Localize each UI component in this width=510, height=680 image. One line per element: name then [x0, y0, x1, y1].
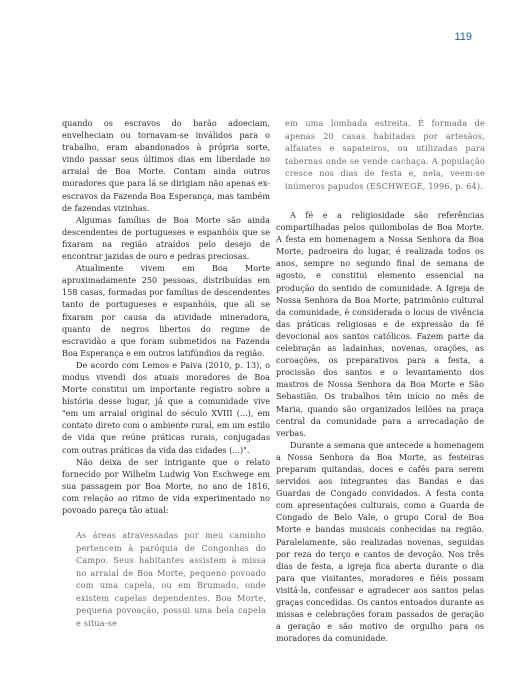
paragraph: quando os escravos do barão adoeciam, envelheciam ou tornavam-se inválidos para o trabalho, eram abandonados à própria sorte, vindo passar seus últimos dias em liberdade no arraial de Boa Morte. Contam ainda outros moradores que para lá se dirigiam não apenas ex-escravos da Fazenda Boa Esperança, mas também de fazendas vizinhas.: [62, 118, 270, 213]
paragraph: Durante a semana que antecede a homenagem a Nossa Senhora da Boa Morte, as festeiras preparam quitandas, doces e cafés para serem servidos aos integrantes das Bandas e das Guardas de Congado convidados. A festa conta com apresentações culturais, como a Guarda de Congado de Belo Vale, o grupo Coral de Boa Morte e bandas musicais conhecidas na região. Paralelamente, são realizadas novenas, seguidas por reza do terço e cantos de devoção. Nos três dias de festa, a igreja fica aberta durante o dia para que visitantes, moradores e fiéis possam visitá-la, confessar e agradecer aos santos pelas graças concedidas. Os cantos entoados durante as missas e celebrações foram passados de geração a geração e são motivo de orgulho para os moradores da comunidade.: [276, 439, 484, 644]
left-column: [62, 117, 270, 629]
block-quote-continued: em uma lombada estreita. É formada de apenas 20 casas habitadas por artesãos, alfaiates e sapateiros, ou utilizadas para tabernas onde se vende cachaça. A população cresce nos dias de festa e, nela, veem-se inúmeros papudos (ESCHWEGE, 1996, p. 64).: [285, 118, 485, 191]
right-column: [276, 117, 484, 644]
paragraph: A fé e a religiosidade são referências compartilhadas pelos quilombolas de Boa Morte. A festa em homenagem a Nossa Senhora da Boa Morte, padroeira do lugar, é realizada todos os anos, sempre no segundo final de semana de agosto, e constitui elemento essencial na produção do sentido de comunidade. A Igreja de Nossa Senhora da Boa Morte, patrimônio cultural da comunidade, é considerada o locus de vivência das práticas religiosas e de expressão da fé devocional aos santos católicos. Fazem parte da celebração as ladainhas, novenas, orações, as coroações, os preparativos para a festa, a procissão dos santos e o levantamento dos mastros de Nossa Senhora da Boa Morte e São Sebastião. Os trabalhos têm início no mês de Maria, quando são organizados leilões na praça central da comunidade para a arrecadação de verbas.: [276, 210, 484, 438]
paragraph: Não deixa de ser intrigante que o relato fornecido por Wilhelm Ludwig Von Eschwege em sua passagem por Boa Morte, no ano de 1816, com relação ao ritmo de vida experimentado no povoado pareça tão atual:: [62, 456, 270, 515]
paragraph: Algumas famílias de Boa Morte são ainda descendentes de portugueses e espanhóis que se fixaram na região atraídos pelo desejo de encontrar jazidas de ouro e pedras preciosas.: [62, 214, 270, 262]
paragraph: De acordo com Lemos e Paiva (2010, p. 13), o modus vivendi dos atuais moradores de Boa Morte constitui um importante registro sobre a história desse lugar, já que a comunidade vive "em um arraial original do século XVIII (...), em contato direto com o ambiente rural, em um estilo de vida que reúne práticas rurais, conjugadas com outras práticas da vida das cidades (...)".: [62, 359, 270, 455]
paragraph: Atualmente vivem em Boa Morte aproximadamente 250 pessoas, distribuídas em 158 casas, formadas por famílias de descendentes tanto de portugueses e espanhóis, que ali se fixaram por causa da atividade mineradora, quanto de negros libertos do regime de escravidão a que foram submetidos na Fazenda Boa Esperança e em outros latifúndios da região.: [62, 263, 270, 358]
block-quote: As áreas atravessadas por meu caminho pertencem à paróquia de Congonhas do Campo. Seus habitantes assistem à missa no arraial de Boa Morte, pequeno povoado com uma capela, ou em Brumado, onde existem capelas dependentes. Boa Morte, pequena povoação, possui uma bela capela e situa-se: [76, 530, 266, 628]
page-number: 119: [454, 31, 472, 43]
